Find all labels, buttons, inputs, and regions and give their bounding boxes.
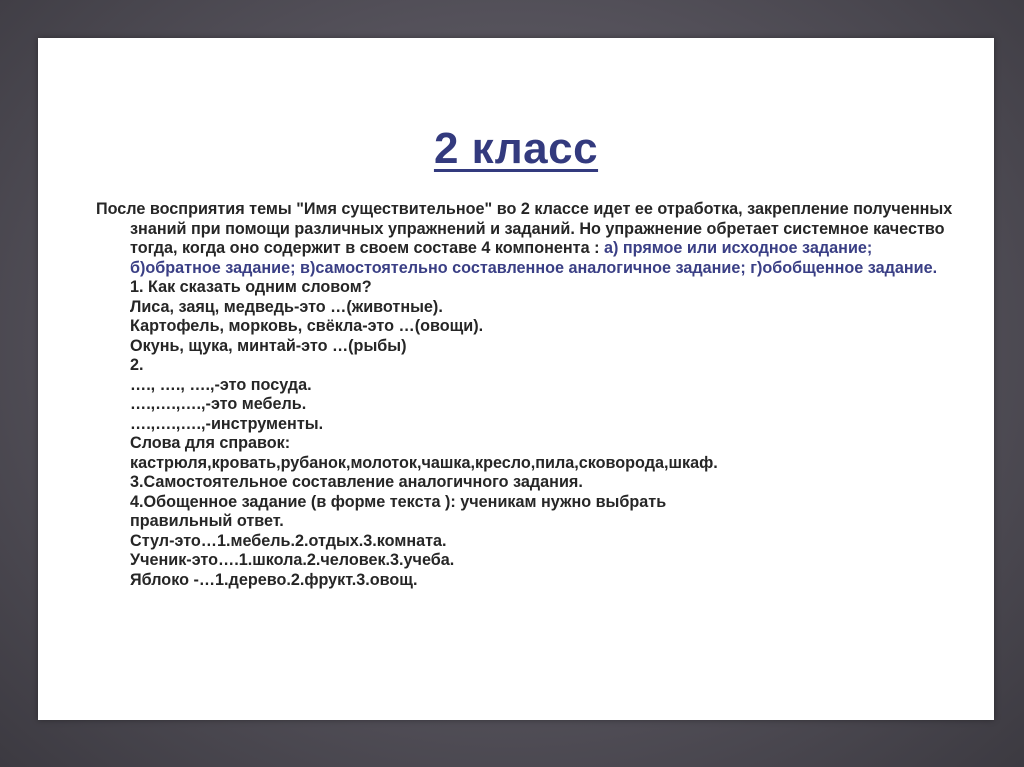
text-line: 3.Самостоятельное составление аналогичного задания. bbox=[130, 473, 583, 491]
intro-text: После восприятия темы "Имя существительное" во 2 классе идет ее отработка, закрепление полученных знаний при помощи различных упражнений и заданий. Но упражнение обретает системное качество тогда, когда оно содержит в своем составе 4 компонента : bbox=[96, 200, 953, 257]
slide-title bbox=[38, 124, 994, 174]
text-line: Лиса, заяц, медведь-это …(животные). bbox=[130, 297, 443, 316]
text-line: Ученик-это….1.школа.2.человек.3.учеба. bbox=[130, 551, 455, 569]
text-line: Окунь, щука, минтай-это …(рыбы) bbox=[130, 336, 407, 355]
exercise-lines bbox=[96, 278, 956, 590]
slide bbox=[38, 38, 994, 720]
text-line: …., …., ….,-это посуда. bbox=[130, 375, 312, 394]
text-line: 4.Обощенное задание (в форме текста ): ученикам нужно выбрать bbox=[130, 492, 667, 511]
intro-highlight-text: а) прямое или исходное задание; б)обратное задание; в)самостоятельно составленное аналогичное задание; г)обобщенное задание. bbox=[130, 239, 938, 277]
text-line: правильный ответ. bbox=[130, 512, 284, 530]
slide-body bbox=[96, 200, 956, 590]
text-line: 1. Как сказать одним словом? bbox=[130, 278, 372, 296]
text-line: Стул-это…1.мебель.2.отдых.3.комната. bbox=[130, 531, 447, 550]
text-line: 2. bbox=[130, 356, 144, 374]
text-line: Слова для справок: bbox=[130, 434, 291, 452]
intro-paragraph bbox=[96, 200, 956, 278]
text-line: Картофель, морковь, свёкла-это …(овощи). bbox=[130, 317, 484, 335]
slide-title-text: 2 класс bbox=[433, 124, 599, 173]
text-line: кастрюля,кровать,рубанок,молоток,чашка,кресло,пила,сковорода,шкаф. bbox=[130, 453, 718, 472]
text-line: ….,….,….,-инструменты. bbox=[130, 414, 324, 433]
text-line: Яблоко -…1.дерево.2.фрукт.3.овощ. bbox=[130, 570, 418, 589]
text-line: ….,….,….,-это мебель. bbox=[130, 395, 307, 413]
